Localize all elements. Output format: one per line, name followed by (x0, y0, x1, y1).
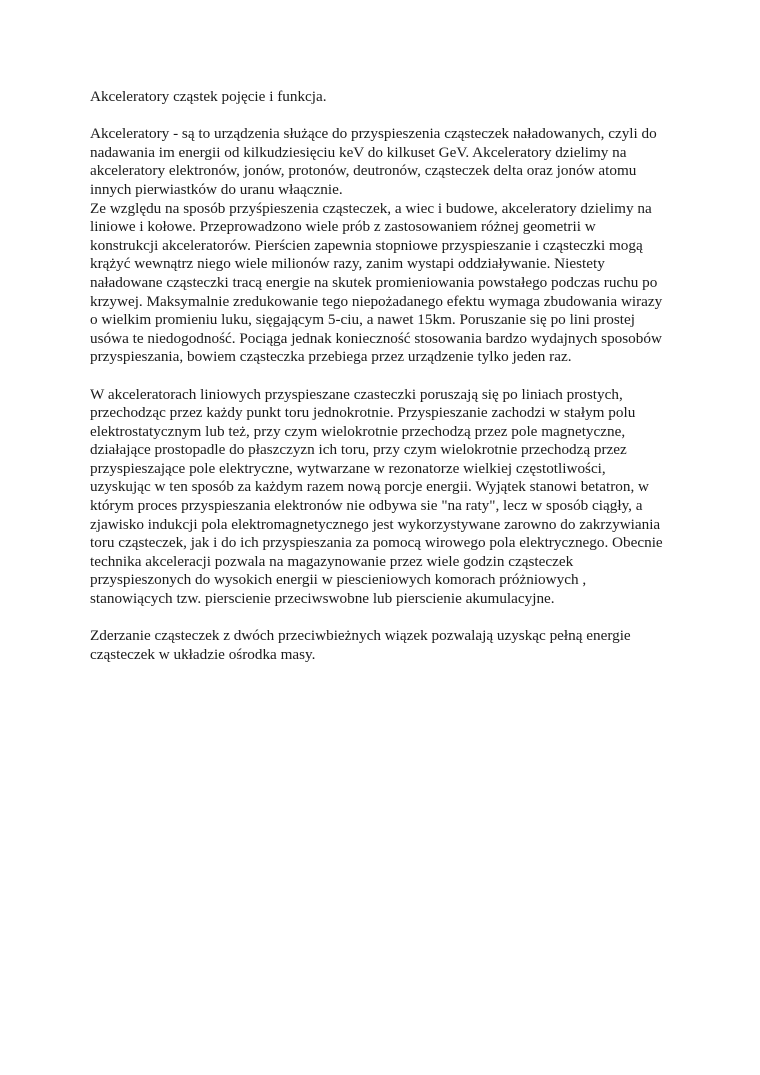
text-line: toru cząsteczek, jak i do ich przyspieszania za pomocą wirowego pola elektrycznego. Obecnie (90, 534, 663, 552)
text-line: akceleratory elektronów, jonów, protonów, deutronów, cząsteczek delta oraz jonów atomu (90, 162, 637, 180)
text-line: konstrukcji akceleratorów. Pierścien zapewnia stopniowe przyspieszanie i cząsteczki mogą (90, 236, 643, 254)
paragraph-gap (90, 367, 680, 386)
text-line: krzywej. Maksymalnie zredukowanie tego niepożadanego efektu wymaga zbudowania wirazy (90, 292, 663, 310)
paragraph-gap (90, 609, 680, 628)
text-line: cząsteczek w układzie ośrodka masy. (90, 645, 316, 663)
paragraph-intro (90, 125, 680, 367)
paragraph-linear-accelerators (90, 386, 680, 609)
text-line: zjawisko indukcji pola elektromagnetycznego jest wykorzystywane zarowno do zakrzywiania (90, 515, 661, 533)
document-title: Akceleratory cząstek pojęcie i funkcja. (90, 88, 327, 105)
text-line: naładowane cząsteczki tracą energie na skutek promieniowania powstałego podczas ruchu po (90, 273, 658, 291)
text-line: przyspieszonych do wysokich energii w piescieniowych komorach próżniowych , (90, 571, 587, 589)
text-line: o wielkim promieniu luku, sięgającym 5-ciu, a nawet 15km. Poruszanie się po lini prostej (90, 311, 635, 329)
text-line: innych pierwiastków do uranu właącznie. (90, 180, 343, 198)
text-line: uzyskując w ten sposób za każdym razem nową porcje energii. Wyjątek stanowi betatron, w (90, 478, 650, 496)
text-line: Zderzanie cząsteczek z dwóch przeciwbieżnych wiązek pozwalają uzyskąc pełną energie (90, 627, 631, 645)
text-line: przyspieszania, bowiem cząsteczka przebiega przez urządzenie tylko jeden raz. (90, 348, 572, 366)
text-line: przyspieszające pole elektryczne, wytwarzane w rezonatorze wielkiej częstotliwości, (90, 459, 606, 477)
text-line: krążyć wewnątrz niego wiele milionów razy, zanim wystapi oddziaływanie. Niestety (90, 255, 605, 273)
text-line: Akceleratory - są to urządzenia służące do przyspieszenia cząsteczek naładowanych, czyli do (90, 125, 657, 143)
text-line: elektrostatycznym lub też, przy czym wielokrotnie przechodzą przez pole magnetyczne, (90, 422, 626, 440)
text-line: usówa te niedogodność. Pociąga jednak konieczność stosowania bardzo wydajnych sposobów (90, 329, 662, 347)
text-line: nadawania im energii od kilkudziesięciu keV do kilkuset GeV. Akceleratory dzielimy na (90, 143, 627, 161)
text-line: W akceleratorach liniowych przyspieszane czasteczki poruszają się po liniach prostych, (90, 385, 623, 403)
text-line: technika akceleracji pozwala na magazynowanie przez wiele godzin cząsteczek (90, 552, 574, 570)
text-line: działające prostopadle do płaszczyzn ich toru, przy czym wielokrotnie przechodzą przez (90, 441, 627, 459)
text-line: stanowiących tzw. pierscienie przeciwswobne lub pierscienie akumulacyjne. (90, 590, 555, 608)
paragraph-collisions (90, 627, 680, 664)
paragraph-gap (90, 107, 680, 126)
text-line: liniowe i kołowe. Przeprowadzono wiele prób z zastosowaniem różnej geometrii w (90, 218, 596, 236)
document-body (90, 88, 680, 664)
text-line: Ze względu na sposób przyśpieszenia cząsteczek, a wiec i budowe, akceleratory dzielimy na (90, 199, 652, 217)
text-line: którym proces przyspieszania elektronów nie odbywa sie "na raty", lecz w sposób ciągły, a (90, 497, 643, 515)
text-line: przechodząc przez każdy punkt toru jednokrotnie. Przyspieszanie zachodzi w stałym polu (90, 404, 636, 422)
